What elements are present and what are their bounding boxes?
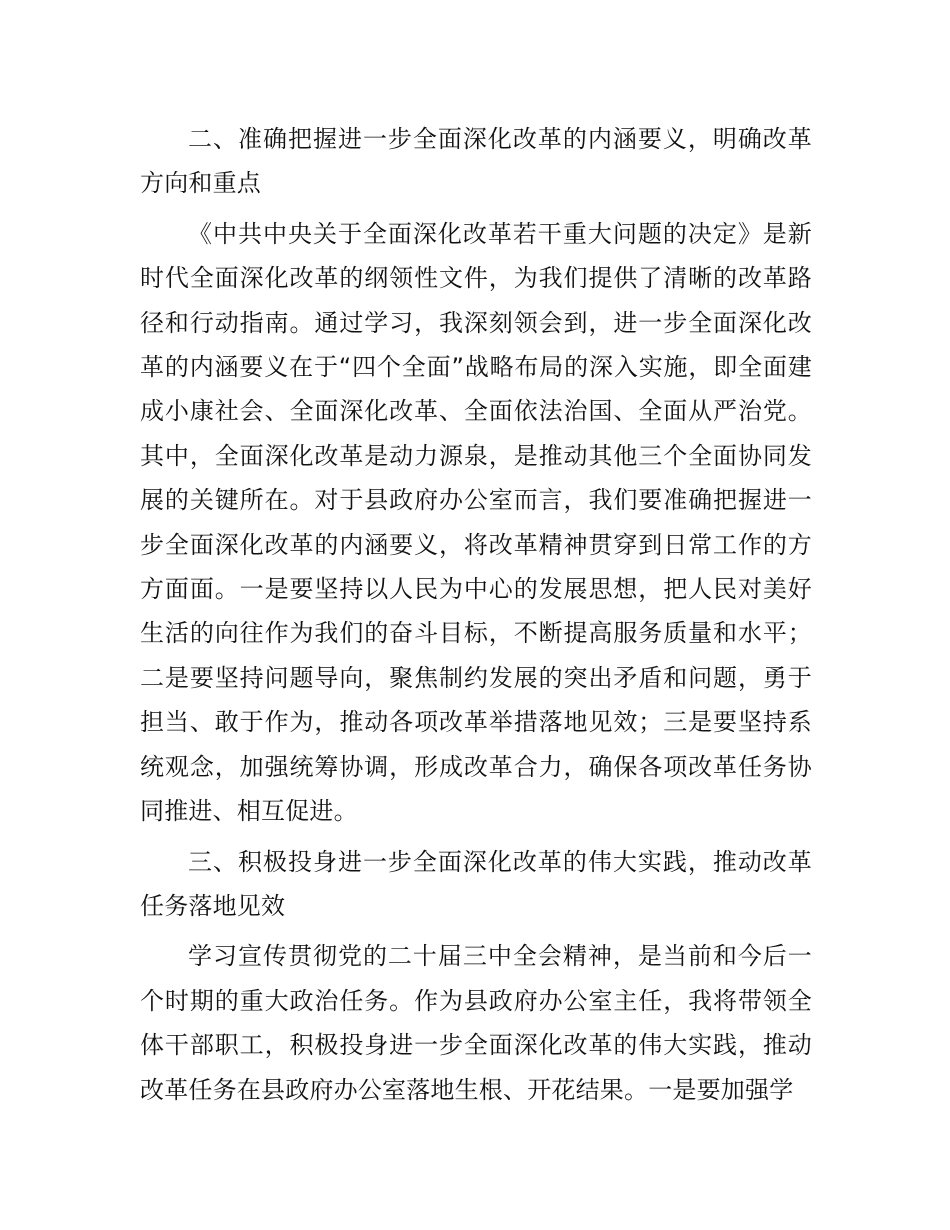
body-paragraph-3: 学习宣传贯彻党的二十届三中全会精神，是当前和今后一个时期的重大政治任务。作为县政府办公室主任，我将带领全体干部职工，积极投身进一步全面深化改革的伟大实践，推动改革任务在县政府办公室落地生根、开花结果。一是要加强学 [140, 942, 812, 1104]
document-page [140, 117, 812, 1118]
section-heading-2: 二、准确把握进一步全面深化改革的内涵要义，明确改革方向和重点 [140, 125, 812, 198]
section-heading-3: 三、积极投身进一步全面深化改革的伟大实践，推动改革任务落地见效 [140, 847, 812, 920]
body-paragraph-2: 《中共中央关于全面深化改革若干重大问题的决定》是新时代全面深化改革的纲领性文件，为我们提供了清晰的改革路径和行动指南。通过学习，我深刻领会到，进一步全面深化改革的内涵要义在于“四个全面”战略布局的深入实施，即全面建成小康社会、全面深化改革、全面依法治国、全面从严治党。其中，全面深化改革是动力源泉，是推动其他三个全面协同发展的关键所在。对于县政府办公室而言，我们要准确把握进一步全面深化改革的内涵要义，将改革精神贯穿到日常工作的方方面面。一是要坚持以人民为中心的发展思想，把人民对美好生活的向往作为我们的奋斗目标，不断提高服务质量和水平；二是要坚持问题导向，聚焦制约发展的突出矛盾和问题，勇于担当、敢于作为，推动各项改革举措落地见效；三是要坚持系统观念，加强统筹协调，形成改革合力，确保各项改革任务协同推进、相互促进。 [140, 219, 812, 826]
